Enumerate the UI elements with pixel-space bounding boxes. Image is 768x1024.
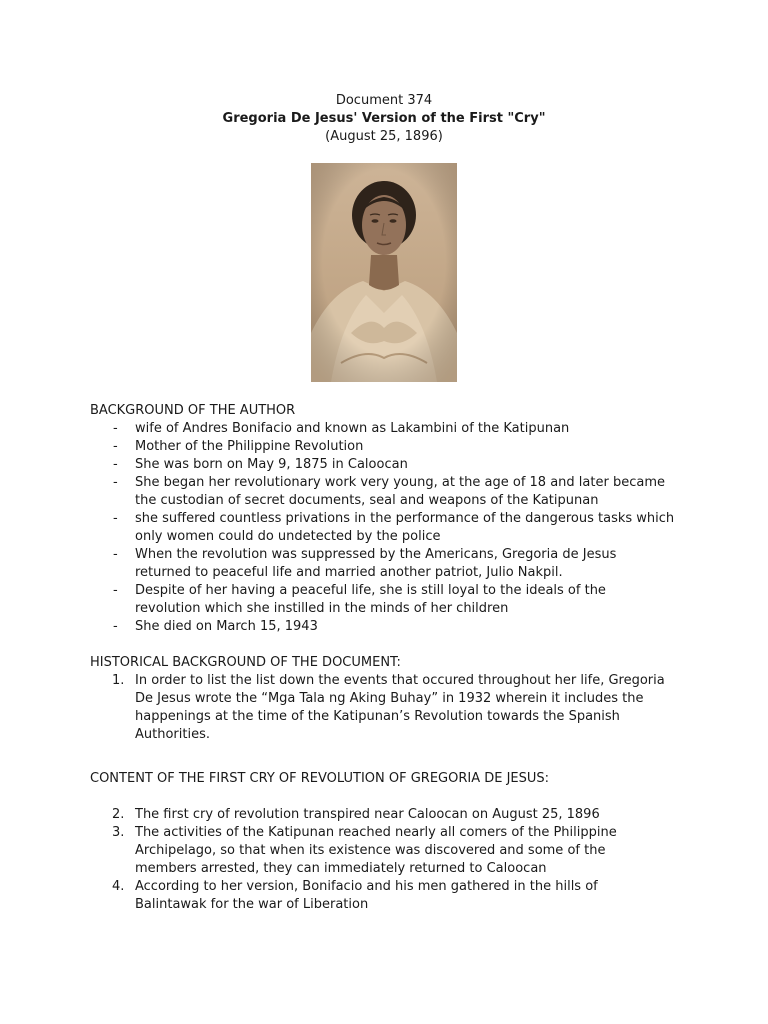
portrait-photo <box>311 163 457 382</box>
list-number: 2. <box>112 807 125 822</box>
list-item: - she suffered countless privations in the performance of the dangerous tasks which only women could do undetected by the police <box>90 510 675 546</box>
list-item: - Mother of the Philippine Revolution <box>90 438 675 456</box>
list-item <box>90 878 670 914</box>
list-item-text: The activities of the Katipunan reached nearly all comers of the Philippine Archipelago, so that when its existence was discovered and some of the members arrested, they can immediately returned to Caloocan <box>135 825 617 876</box>
list-item: - Despite of her having a peaceful life, she is still loyal to the ideals of the revolution which she instilled in the minds of her children <box>90 582 675 618</box>
list-item: - wife of Andres Bonifacio and known as Lakambini of the Katipunan <box>90 420 675 438</box>
document-number: Document 374 <box>335 93 433 108</box>
section-heading-first-cry-content: CONTENT OF THE FIRST CRY OF REVOLUTION OF GREGORIA DE JESUS: <box>90 771 550 786</box>
first-cry-content-list <box>90 806 690 914</box>
section-heading-historical-background: HISTORICAL BACKGROUND OF THE DOCUMENT: <box>90 655 401 670</box>
document-date: (August 25, 1896) <box>325 129 443 144</box>
section-heading-author-background: BACKGROUND OF THE AUTHOR <box>90 403 296 418</box>
list-item: - When the revolution was suppressed by the Americans, Gregoria de Jesus returned to peaceful life and married another patriot, Julio Nakpil. <box>90 546 675 582</box>
list-item <box>90 824 670 878</box>
historical-background-list <box>90 672 690 744</box>
list-item <box>90 672 670 744</box>
list-item <box>90 806 670 824</box>
list-item-text: The first cry of revolution transpired near Caloocan on August 25, 1896 <box>135 807 600 822</box>
list-item: - She began her revolutionary work very young, at the age of 18 and later became the custodian of secret documents, seal and weapons of the Katipunan <box>90 474 675 510</box>
document-header <box>0 92 768 146</box>
list-number: 4. <box>112 879 125 894</box>
author-background-list <box>90 420 690 636</box>
list-item-text: According to her version, Bonifacio and his men gathered in the hills of Balintawak for the war of Liberation <box>135 879 598 912</box>
list-item: - She was born on May 9, 1875 in Caloocan <box>90 456 675 474</box>
list-number: 3. <box>112 825 125 840</box>
list-number: 1. <box>112 673 125 688</box>
document-body <box>90 402 690 914</box>
list-item-text: In order to list the list down the events that occured throughout her life, Gregoria De Jesus wrote the “Mga Tala ng Aking Buhay” in 1932 wherein it includes the happenings at the time of the Katipunan’s Revolution towards the Spanish Authorities. <box>135 673 665 742</box>
list-item: - She died on March 15, 1943 <box>90 618 675 636</box>
document-title: Gregoria De Jesus' Version of the First "Cry" <box>222 111 546 126</box>
